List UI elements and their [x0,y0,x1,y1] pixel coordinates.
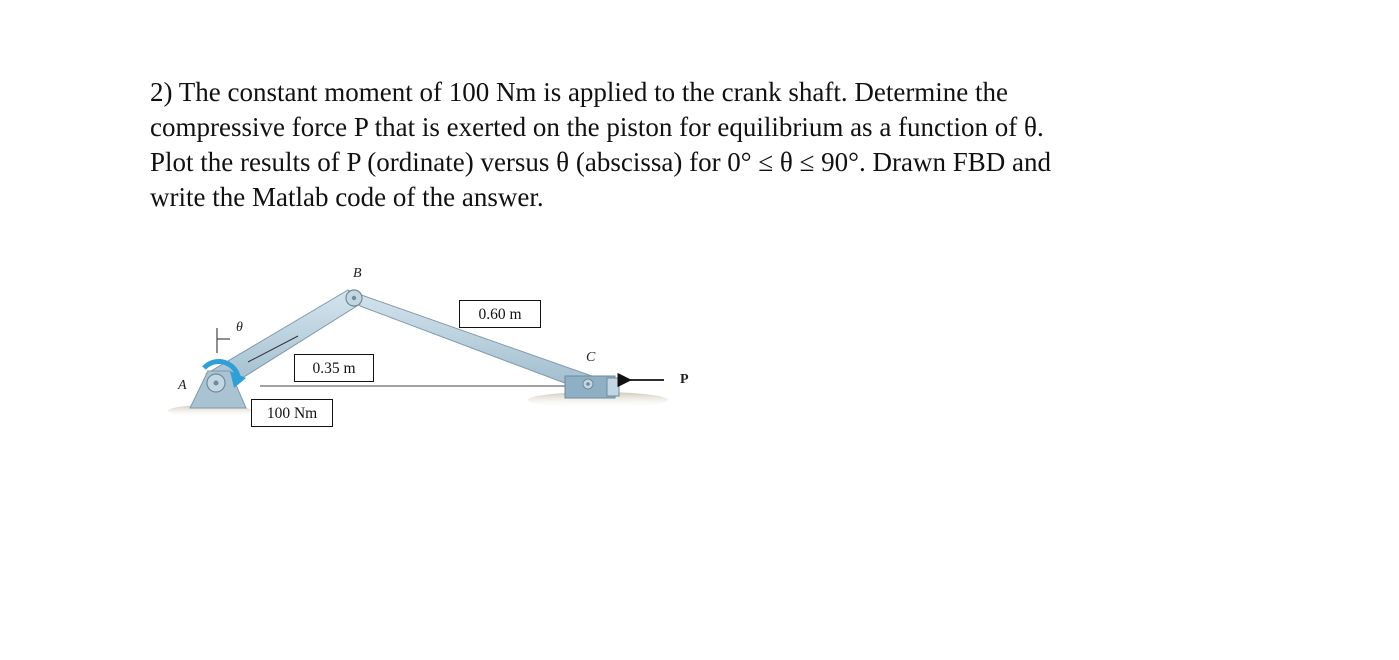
dimension-crank-length: 0.35 m [294,354,374,382]
pin-a-center [214,381,219,386]
slider-rod-end [607,378,619,396]
crank-slider-figure [160,258,720,438]
label-force-p: P [680,372,689,387]
problem-statement [150,75,1270,215]
pin-b-center [352,296,356,300]
label-angle-theta: θ [236,320,243,335]
problem-line-4: write the Matlab code of the answer. [150,182,544,212]
dimension-rod-length: 0.60 m [459,300,541,328]
problem-line-3: Plot the results of P (ordinate) versus θ (abscissa) for 0° ≤ θ ≤ 90°. Drawn FBD and [150,147,1051,177]
problem-line-1: 2) The constant moment of 100 Nm is applied to the crank shaft. Determine the [150,77,1009,107]
problem-line-2: compressive force P that is exerted on the piston for equilibrium as a function of θ. [150,112,1044,142]
moment-value-box: 100 Nm [251,399,333,427]
label-point-c: C [586,350,596,365]
mechanism-drawing [160,258,720,438]
pin-c-center [586,382,590,386]
label-point-a: A [178,378,187,393]
label-point-b: B [353,266,362,281]
